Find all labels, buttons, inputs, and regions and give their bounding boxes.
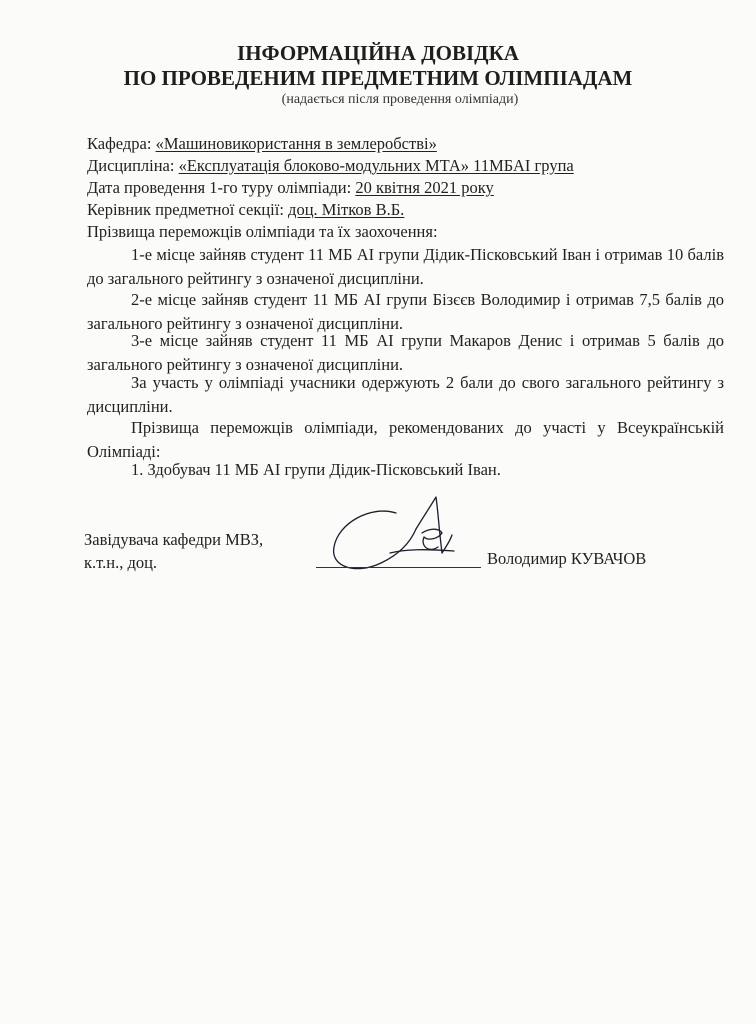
recommended-heading: Прізвища переможців олімпіади, рекомендованих до участі у Всеукраїнській Олімпіаді: <box>87 418 724 461</box>
signature-line <box>316 567 481 568</box>
info-date <box>87 177 494 199</box>
winners-heading: Прізвища переможців олімпіади та їх заохочення: <box>87 222 438 241</box>
date-label: Дата проведення 1-го туру олімпіади: <box>87 178 356 197</box>
document-title-line-2: ПО ПРОВЕДЕНИМ ПРЕДМЕТНИМ ОЛІМПІАДАМ <box>123 66 633 90</box>
kafedra-label: Кафедра: <box>87 134 156 153</box>
signatory-position-line-2: к.т.н., доц. <box>84 553 158 572</box>
place-1-paragraph: 1-е місце зайняв студент 11 МБ АІ групи Дідик-Пісковський Іван і отримав 10 балів до загального рейтингу з означеної дисципліни. <box>87 245 724 288</box>
kerivnyk-value: доц. Мітков В.Б. <box>288 200 405 219</box>
recommended-item-1: 1. Здобувач 11 МБ АІ групи Дідик-Пісковський Іван. <box>131 460 501 479</box>
participation-paragraph: За участь у олімпіаді учасники одержують 2 бали до свого загального рейтингу з дисципліни. <box>87 373 724 416</box>
kerivnyk-label: Керівник предметної секції: <box>87 200 289 219</box>
document-title-line-1: ІНФОРМАЦІЙНА ДОВІДКА <box>237 41 519 65</box>
date-value: 20 квітня 2021 року <box>355 178 494 197</box>
signatory-position-line-1: Завідувача кафедри МВЗ, <box>84 530 264 549</box>
info-kafedra <box>87 133 437 155</box>
dyscyplina-label: Дисципліна: <box>87 156 179 175</box>
place-3-paragraph: 3-е місце зайняв студент 11 МБ АІ групи Макаров Денис і отримав 5 балів до загального рейтингу з означеної дисципліни. <box>87 331 724 374</box>
kafedra-value: «Машиновикористання в землеробстві» <box>155 134 437 153</box>
signatory-name: Володимир КУВАЧОВ <box>487 549 647 568</box>
info-kerivnyk <box>87 199 404 221</box>
dyscyplina-value: «Експлуатація блоково-модульних МТА» 11МБАІ група <box>178 156 574 175</box>
info-dyscyplina <box>87 155 574 177</box>
signatory-position <box>84 528 263 574</box>
document-subtitle: (надається після проведення олімпіади) <box>281 92 519 107</box>
place-2-paragraph: 2-е місце зайняв студент 11 МБ АІ групи Бізєєв Володимир і отримав 7,5 балів до загального рейтингу з означеної дисципліни. <box>87 290 724 333</box>
